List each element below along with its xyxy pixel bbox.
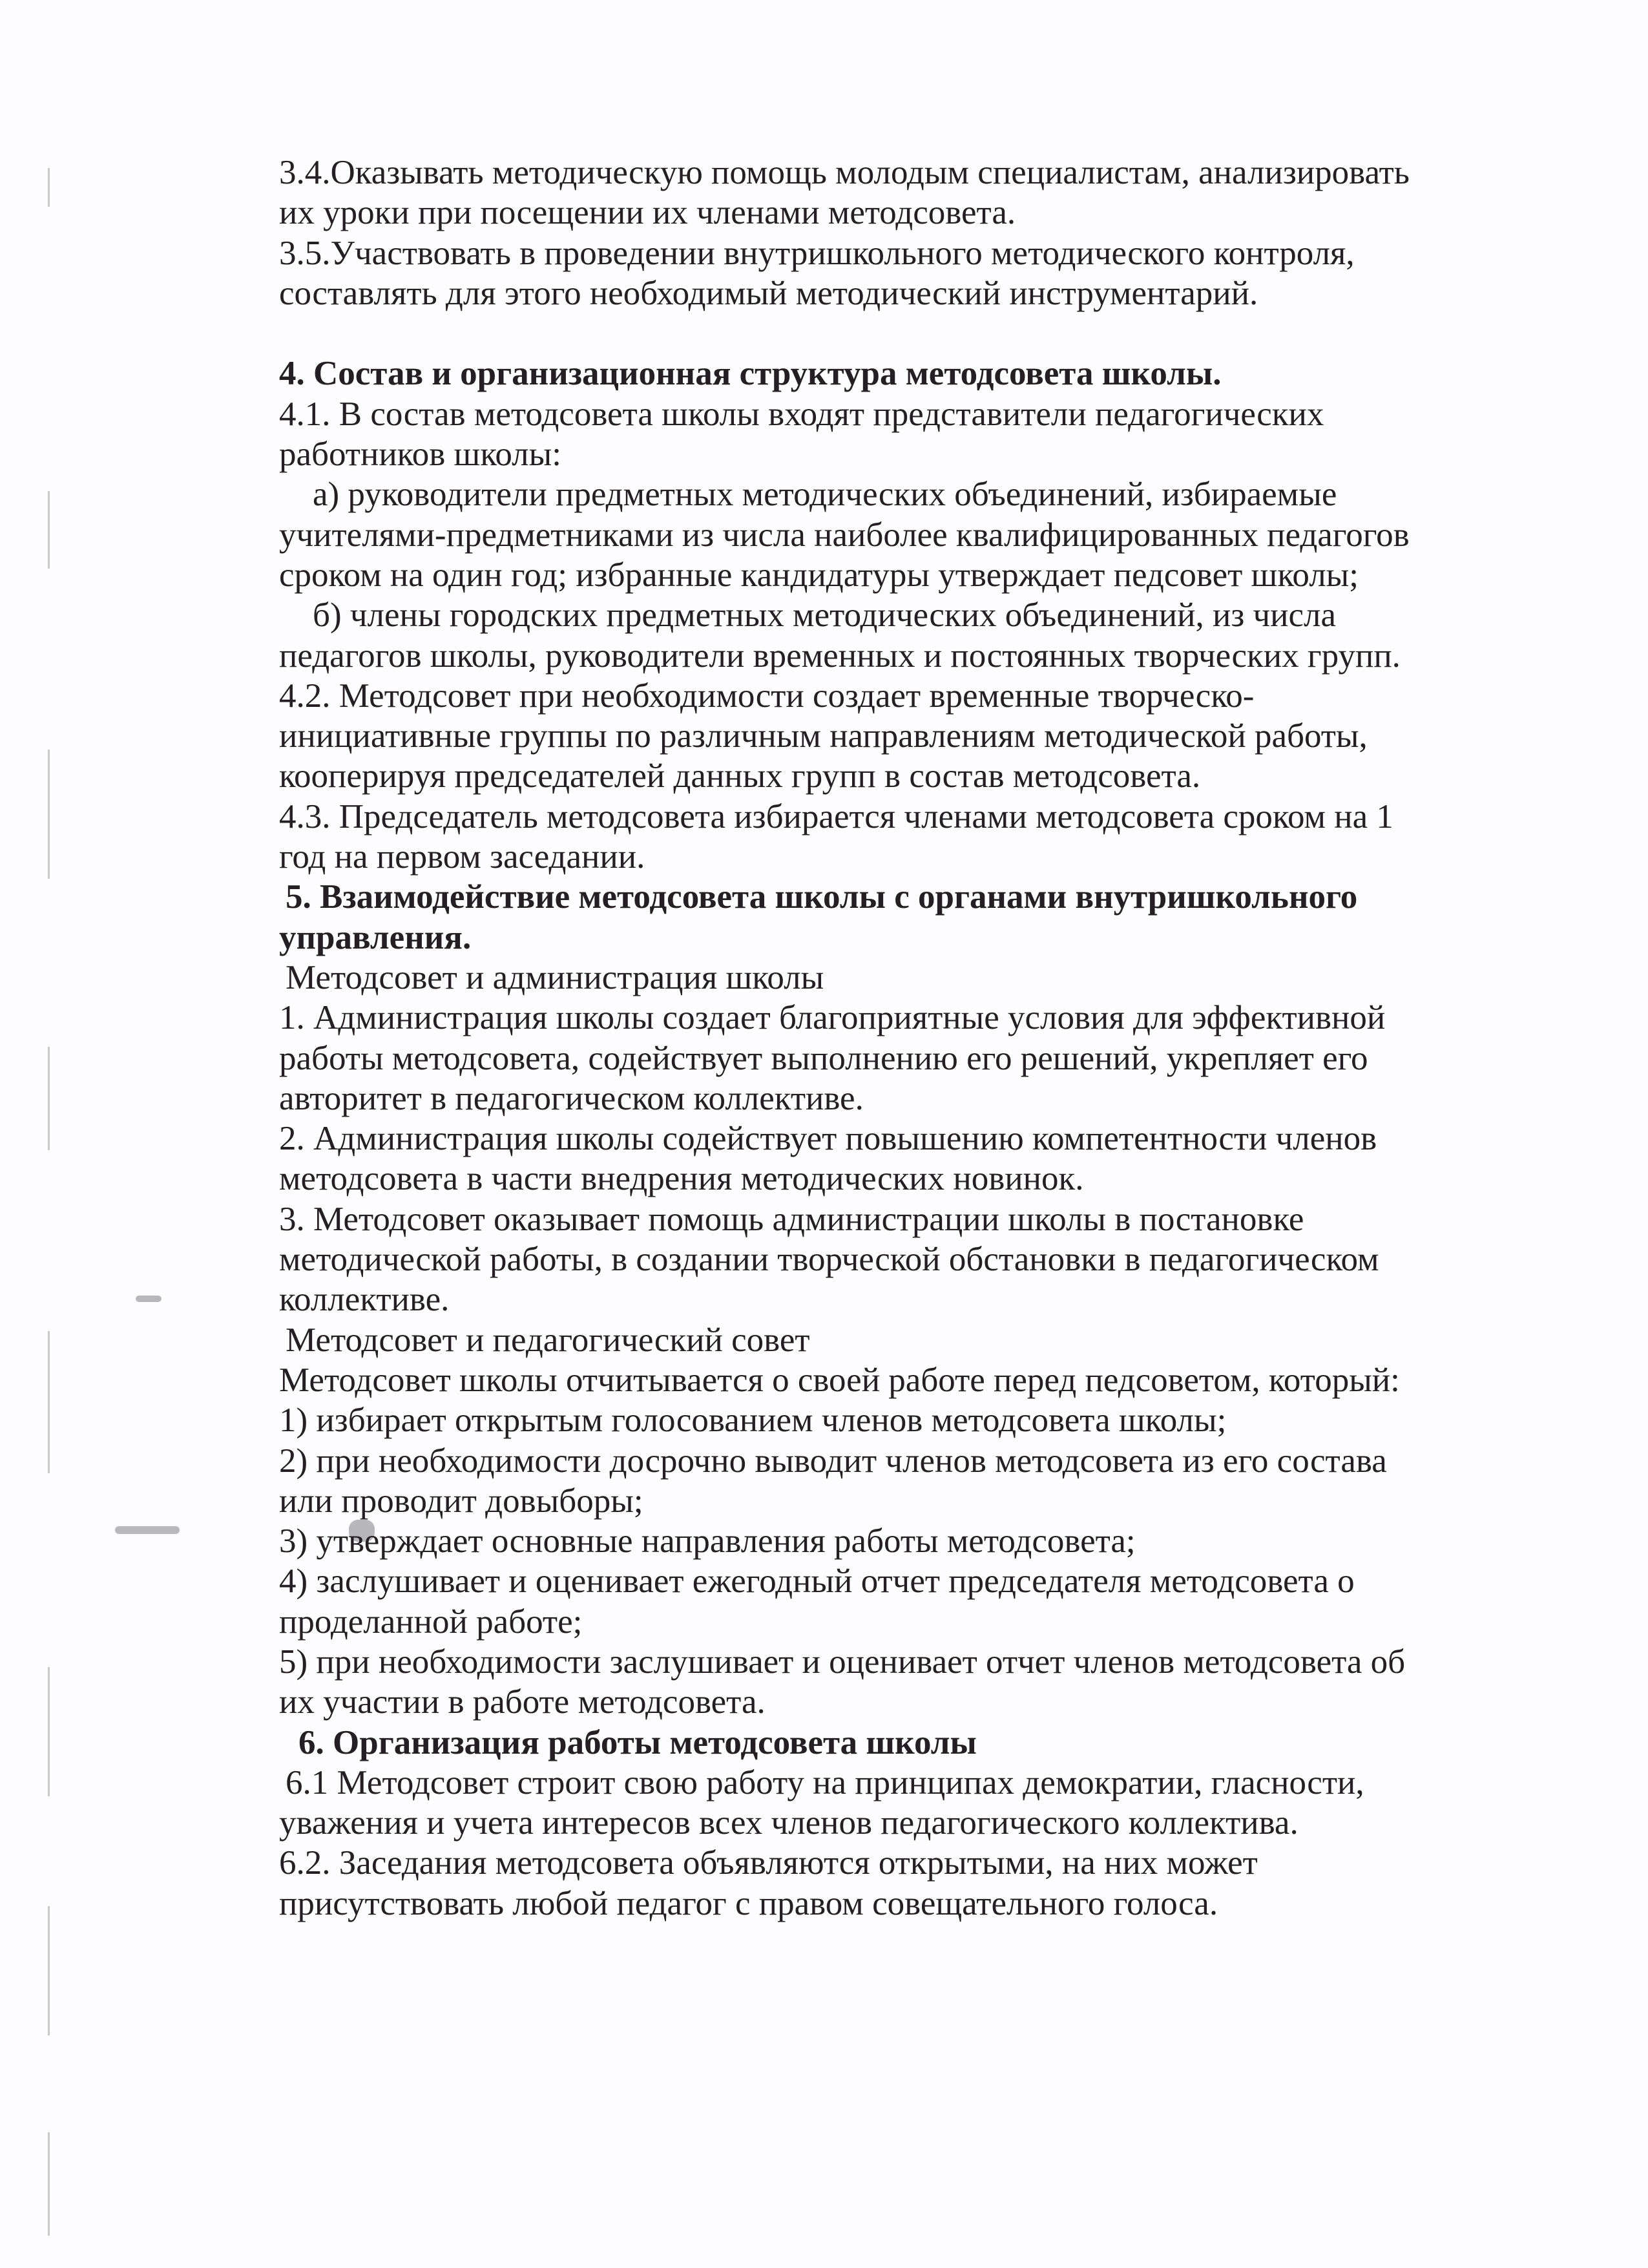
list-item-b: б) члены городских предметных методических объединений, из числа — [313, 596, 1337, 635]
section-heading-5: 5. Взаимодействие методсовета школы с органами внутришкольного — [286, 878, 1358, 916]
scan-edge-mark — [48, 168, 50, 207]
paragraph-line: методсовета в части внедрения методических новинок. — [279, 1160, 1084, 1198]
section-heading-6: 6. Организация работы методсовета школы — [298, 1723, 977, 1761]
paragraph-line: работы методсовета, содействует выполнению его решений, укрепляет его — [279, 1039, 1368, 1077]
list-item: 5) при необходимости заслушивает и оценивает отчет членов методсовета об — [279, 1643, 1406, 1681]
paragraph-line: составлять для этого необходимый методический инструментарий. — [279, 274, 1258, 312]
paragraph-line: педагогов школы, руководители временных и постоянных творческих групп. — [279, 636, 1401, 675]
scan-edge-mark — [48, 1331, 50, 1473]
paragraph-line: 3.4.Оказывать методическую помощь молодым специалистам, анализировать — [279, 154, 1410, 191]
paragraph-line: 4.2. Методсовет при необходимости создает временные творческо- — [279, 677, 1255, 715]
subsection-title: Методсовет и педагогический совет — [286, 1321, 810, 1359]
paragraph-line: кооперируя председателей данных групп в состав методсовета. — [279, 757, 1201, 795]
scan-edge-mark — [48, 1906, 50, 2035]
paragraph-line: работников школы: — [279, 436, 561, 474]
paragraph-line: 1. Администрация школы создает благоприятные условия для эффективной — [279, 999, 1386, 1037]
paragraph-line: 4.1. В состав методсовета школы входят представители педагогических — [279, 395, 1324, 433]
paragraph-line: проделанной работе; — [279, 1602, 583, 1641]
scan-edge-mark — [48, 1047, 50, 1150]
scan-speckle — [136, 1296, 162, 1302]
paragraph-line: 4.3. Председатель методсовета избирается членами методсовета сроком на 1 — [279, 797, 1393, 835]
section-heading-5-cont: управления. — [279, 918, 472, 956]
paragraph-line: их уроки при посещении их членами методсовета. — [279, 194, 1016, 232]
paragraph-line: Методсовет школы отчитывается о своей работе перед педсоветом, который: — [279, 1361, 1400, 1399]
paragraph-line: их участии в работе методсовета. — [279, 1683, 766, 1721]
blank-line — [279, 313, 1584, 353]
paragraph-line: или проводит довыборы; — [279, 1482, 643, 1520]
list-item: 2) при необходимости досрочно выводит членов методсовета из его состава — [279, 1442, 1387, 1480]
paragraph-line: авторитет в педагогическом коллективе. — [279, 1079, 864, 1117]
paragraph-line: 6.1 Методсовет строит свою работу на принципах демократии, гласности, — [286, 1763, 1364, 1801]
paragraph-line: 3.5.Участвовать в проведении внутришкольного методического контроля, — [279, 234, 1355, 272]
paragraph-line: присутствовать любой педагог с правом совещательного голоса. — [279, 1884, 1218, 1922]
scan-speckle — [115, 1526, 180, 1534]
scan-edge-mark — [48, 491, 50, 569]
paragraph-line: учителями-предметниками из числа наиболее квалифицированных педагогов — [279, 516, 1410, 554]
list-item-a: а) руководители предметных методических объединений, избираемые — [313, 476, 1337, 514]
document-page — [279, 152, 1584, 1924]
paragraph-line: 6.2. Заседания методсовета объявляются открытыми, на них может — [279, 1844, 1258, 1882]
list-item: 4) заслушивает и оценивает ежегодный отчет председателя методсовета о — [279, 1562, 1355, 1601]
paragraph-line: год на первом заседании. — [279, 838, 645, 876]
subsection-title: Методсовет и администрация школы — [286, 958, 824, 996]
scan-edge-mark — [48, 1667, 50, 1796]
paragraph-line: сроком на один год; избранные кандидатуры утверждает педсовет школы; — [279, 556, 1359, 594]
paragraph-line: инициативные группы по различным направлениям методической работы, — [279, 717, 1368, 755]
list-item: 1) избирает открытым голосованием членов методсовета школы; — [279, 1402, 1227, 1440]
paragraph-line: методической работы, в создании творческой обстановки в педагогическом — [279, 1241, 1379, 1279]
paragraph-line: 3. Методсовет оказывает помощь администрации школы в постановке — [279, 1200, 1304, 1238]
scan-edge-mark — [48, 2132, 50, 2236]
list-item: 3) утверждает основные направления работы методсовета; — [279, 1522, 1136, 1560]
paragraph-line: коллективе. — [279, 1281, 450, 1319]
paragraph-line: уважения и учета интересов всех членов педагогического коллектива. — [279, 1804, 1299, 1842]
section-heading-4: 4. Состав и организационная структура методсовета школы. — [279, 355, 1222, 393]
scan-edge-mark — [48, 750, 50, 879]
paragraph-line: 2. Администрация школы содействует повышению компетентности членов — [279, 1120, 1377, 1158]
